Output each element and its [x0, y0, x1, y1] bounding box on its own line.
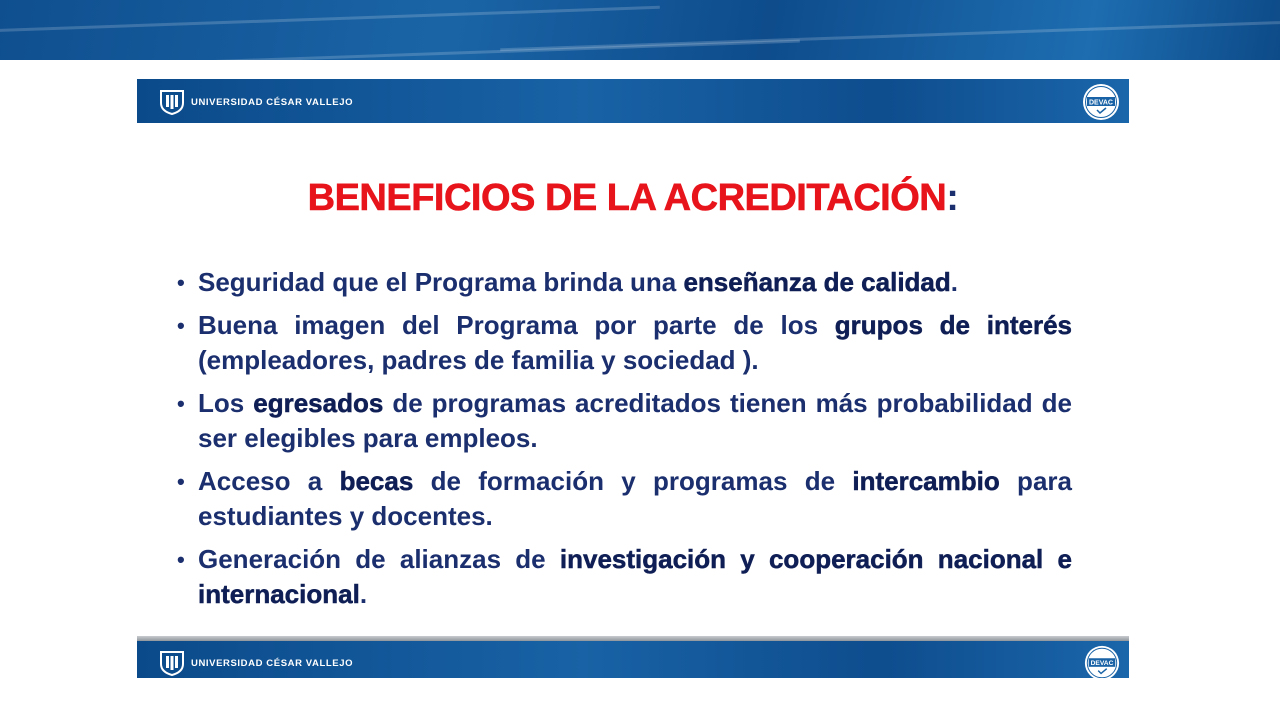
top-decorative-band: [0, 0, 1280, 60]
slide: [137, 79, 1129, 678]
title-colon: :: [946, 177, 959, 219]
devac-seal-icon: [1081, 82, 1121, 122]
highlight: enseñanza de calidad: [683, 267, 951, 297]
university-name: UNIVERSIDAD CÉSAR VALLEJO: [191, 96, 354, 108]
highlight: grupos de interés: [834, 310, 1073, 340]
ucv-shield-icon: [159, 89, 185, 115]
list-item: • Generación de alianzas de investigación y cooperación nacional e internacional.: [177, 542, 1072, 612]
list-item: • Los egresados de programas acreditados tienen más probabilidad de ser elegibles para empleos.: [177, 386, 1072, 456]
footer-bar: [137, 641, 1129, 678]
title-text: BENEFICIOS DE LA ACREDITACIÓN: [307, 177, 947, 219]
highlight: becas: [339, 466, 414, 496]
list-item: • Acceso a becas de formación y programas de intercambio para estudiantes y docentes.: [177, 464, 1072, 534]
benefits-list: [177, 265, 1072, 620]
devac-seal-icon: [1083, 644, 1121, 678]
university-logo: [159, 650, 353, 676]
seal-label: DEVAC: [1090, 660, 1114, 668]
highlight: investigación y cooperación nacional e internacional: [198, 544, 1072, 609]
ucv-shield-icon: [159, 650, 185, 676]
seal-label: DEVAC: [1089, 99, 1113, 107]
university-name: UNIVERSIDAD CÉSAR VALLEJO: [191, 657, 354, 669]
page-title: [137, 177, 1129, 220]
header-bar: [137, 79, 1129, 123]
highlight: intercambio: [852, 466, 1000, 496]
list-item: • Buena imagen del Programa por parte de los grupos de interés (empleadores, padres de familia y sociedad ).: [177, 308, 1072, 378]
highlight: egresados: [253, 388, 384, 418]
list-item: • Seguridad que el Programa brinda una enseñanza de calidad.: [177, 265, 1072, 300]
university-logo: [159, 89, 353, 115]
